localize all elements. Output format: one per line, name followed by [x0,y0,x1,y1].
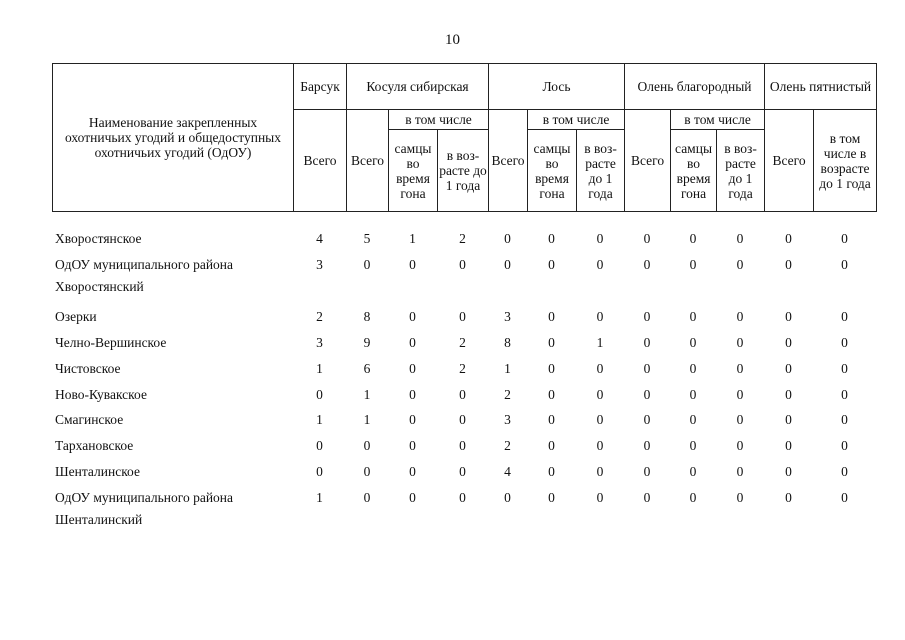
table-row [52,356,876,382]
value-cell [813,278,876,305]
table-body [52,226,876,538]
value-cell: 0 [689,438,697,454]
value-cell: 0 [689,256,697,272]
value-cell: 0 [459,309,466,325]
roe-total-header: Всего [347,110,389,212]
table-header [52,63,877,212]
value-cell: 0 [841,412,848,428]
value-cell: 0 [785,489,792,505]
value-cell [488,278,527,305]
value-cell: 0 [736,386,744,402]
roe-under-year-header: в воз-расте до 1 года [438,130,489,212]
value-cell: 1 [596,335,604,351]
table-row [52,382,876,408]
value-cell: 0 [596,489,604,505]
value-cell: 0 [785,464,792,480]
value-cell [346,511,388,538]
value-cell [388,511,437,538]
species-roe-header: Косуля сибирская [347,64,489,110]
value-cell: 3 [316,256,323,272]
value-cell: 0 [736,489,744,505]
species-moose-header: Лось [489,64,625,110]
value-cell [813,511,876,538]
row-name: ОдОУ муниципального района [55,256,234,272]
moose-total-header: Всего [489,110,528,212]
page-number: 10 [445,32,460,48]
red-deer-including-header: в том числе [671,110,765,130]
value-cell: 9 [363,335,371,351]
value-cell: 0 [459,256,466,272]
value-cell [293,278,346,305]
value-cell: 0 [596,464,604,480]
value-cell: 0 [689,309,697,325]
value-cell: 2 [459,230,466,246]
red-deer-males-header: самцы во время гона [671,130,717,212]
moose-males-header: самцы во время гона [528,130,577,212]
value-cell: 0 [548,489,555,505]
value-cell: 0 [841,464,848,480]
value-cell: 0 [841,386,848,402]
value-cell: 0 [596,412,604,428]
value-cell [488,511,527,538]
value-cell: 0 [785,438,792,454]
value-cell: 0 [363,464,371,480]
row-name: Озерки [55,309,97,325]
value-cell [437,511,488,538]
value-cell: 0 [643,386,651,402]
table-row [52,226,876,252]
roe-males-header: самцы во время гона [389,130,438,212]
value-cell: 0 [548,230,555,246]
value-cell: 0 [689,386,697,402]
sika-deer-under-year-header: в том числе в возрасте до 1 года [814,110,877,212]
row-name: Шенталинское [55,464,140,480]
value-cell: 0 [409,412,416,428]
table-row [52,252,876,278]
value-cell [716,278,764,305]
value-cell: 2 [504,438,511,454]
value-cell: 1 [316,489,323,505]
table-row [52,408,876,434]
value-cell: 0 [736,230,744,246]
value-cell: 0 [596,256,604,272]
value-cell: 0 [504,489,511,505]
value-cell: 0 [409,335,416,351]
row-name: ОдОУ муниципального района [55,489,234,505]
value-cell: 0 [643,489,651,505]
value-cell: 0 [736,464,744,480]
table-row [52,304,876,330]
value-cell [576,511,624,538]
red-deer-under-year-header: в воз-расте до 1 года [717,130,765,212]
value-cell: 0 [643,412,651,428]
value-cell: 0 [689,230,697,246]
value-cell: 2 [504,386,511,402]
value-cell: 3 [316,335,323,351]
value-cell: 0 [409,309,416,325]
species-red-deer-header: Олень благородный [625,64,765,110]
value-cell: 0 [643,335,651,351]
value-cell: 0 [459,412,466,428]
value-cell: 0 [548,256,555,272]
table-row [52,278,876,305]
value-cell: 8 [504,335,511,351]
value-cell [346,278,388,305]
value-cell: 0 [841,335,848,351]
value-cell: 0 [643,360,651,376]
value-cell: 4 [504,464,511,480]
value-cell [670,511,716,538]
row-name: Челно-Вершинское [55,335,167,351]
value-cell: 0 [689,489,697,505]
value-cell: 1 [363,412,371,428]
value-cell: 0 [596,360,604,376]
value-cell: 0 [736,360,744,376]
value-cell: 0 [841,360,848,376]
value-cell: 0 [785,309,792,325]
value-cell: 0 [785,335,792,351]
moose-under-year-header: в воз-расте до 1 года [577,130,625,212]
value-cell: 1 [409,230,416,246]
value-cell: 0 [316,386,323,402]
value-cell: 0 [785,230,792,246]
value-cell: 0 [548,438,555,454]
value-cell: 0 [363,489,371,505]
value-cell: 0 [841,230,848,246]
value-cell: 0 [459,438,466,454]
value-cell: 3 [504,309,511,325]
value-cell: 0 [409,464,416,480]
value-cell: 0 [363,256,371,272]
value-cell: 0 [459,464,466,480]
table-row [52,433,876,459]
value-cell: 0 [689,360,697,376]
value-cell [576,278,624,305]
value-cell: 0 [409,438,416,454]
value-cell [764,511,813,538]
value-cell: 0 [643,438,651,454]
row-name: Ново-Кувакское [55,386,147,402]
row-name: Шенталинский [55,511,143,527]
value-cell: 2 [459,335,466,351]
row-name: Смагинское [55,412,124,428]
badger-total-header: Всего [294,110,347,212]
value-cell: 0 [316,464,323,480]
value-cell [527,511,576,538]
value-cell [527,278,576,305]
sika-deer-total-header: Всего [765,110,814,212]
species-badger-header: Барсук [294,64,347,110]
value-cell: 1 [316,360,323,376]
value-cell: 0 [736,335,744,351]
value-cell: 0 [596,309,604,325]
value-cell: 5 [363,230,371,246]
row-name: Хворостянское [55,230,142,246]
name-column-header: Наименование закрепленных охотничьих угодий и общедоступных охотничьих угодий (ОдОУ) [53,64,294,212]
value-cell [388,278,437,305]
value-cell: 1 [363,386,371,402]
value-cell [437,278,488,305]
value-cell: 1 [504,360,511,376]
value-cell: 0 [504,230,511,246]
value-cell: 0 [504,256,511,272]
value-cell [624,511,670,538]
value-cell: 0 [689,464,697,480]
value-cell: 0 [548,360,555,376]
value-cell: 0 [785,386,792,402]
value-cell [716,511,764,538]
value-cell [624,278,670,305]
table-row [52,511,876,538]
red-deer-total-header: Всего [625,110,671,212]
roe-including-header: в том числе [389,110,489,130]
value-cell [764,278,813,305]
value-cell: 0 [409,386,416,402]
value-cell: 0 [689,412,697,428]
value-cell: 0 [316,438,323,454]
value-cell: 0 [548,335,555,351]
value-cell: 0 [459,489,466,505]
table-row [52,330,876,356]
row-name: Хворостянский [55,278,144,294]
row-name: Тархановское [55,438,134,454]
value-cell: 0 [643,309,651,325]
value-cell: 0 [548,464,555,480]
value-cell: 2 [316,309,323,325]
value-cell: 0 [643,464,651,480]
value-cell: 0 [785,412,792,428]
species-sika-deer-header: Олень пятнистый [765,64,877,110]
value-cell: 3 [504,412,511,428]
value-cell: 0 [409,256,416,272]
value-cell: 0 [596,230,604,246]
value-cell: 1 [316,412,323,428]
table-row [52,485,876,511]
row-name: Чистовское [55,360,121,376]
value-cell: 0 [736,412,744,428]
value-cell: 0 [736,438,744,454]
value-cell: 0 [785,256,792,272]
value-cell: 0 [689,335,697,351]
value-cell: 0 [841,438,848,454]
value-cell: 0 [841,489,848,505]
value-cell: 0 [736,309,744,325]
moose-including-header: в том числе [528,110,625,130]
table-row [52,459,876,485]
value-cell: 0 [459,386,466,402]
value-cell: 0 [736,256,744,272]
value-cell: 0 [841,309,848,325]
value-cell: 0 [785,360,792,376]
value-cell: 0 [409,360,416,376]
value-cell: 0 [548,412,555,428]
value-cell: 6 [363,360,371,376]
value-cell: 4 [316,230,323,246]
value-cell: 0 [643,256,651,272]
value-cell [293,511,346,538]
value-cell: 0 [841,256,848,272]
value-cell: 0 [596,438,604,454]
value-cell: 0 [548,386,555,402]
value-cell: 2 [459,360,466,376]
value-cell: 0 [548,309,555,325]
value-cell: 8 [363,309,371,325]
value-cell: 0 [596,386,604,402]
value-cell: 0 [643,230,651,246]
value-cell: 0 [409,489,416,505]
value-cell [670,278,716,305]
value-cell: 0 [363,438,371,454]
